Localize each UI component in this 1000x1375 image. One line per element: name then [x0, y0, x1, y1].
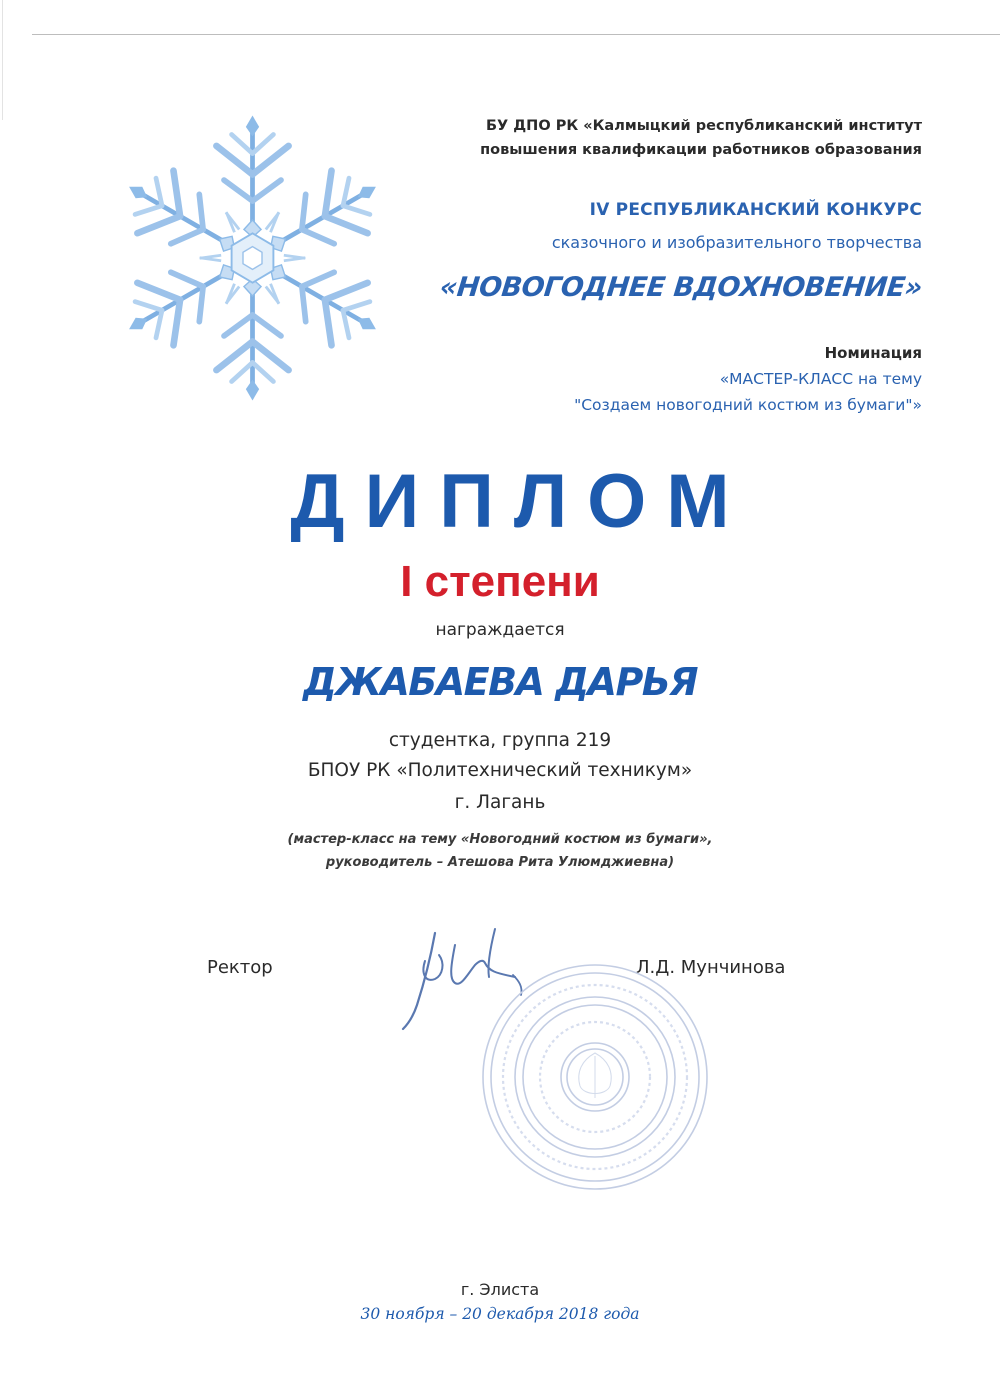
- diploma-title: ДИПЛОМ: [290, 459, 750, 544]
- page-edge-left: [2, 0, 3, 120]
- institution-line-1: БУ ДПО РК «Калмыцкий республиканский институт: [485, 118, 922, 134]
- winner-role: студентка, группа 219: [388, 730, 612, 751]
- winner-city: г. Лагань: [454, 792, 546, 813]
- signature-position: Ректор: [207, 957, 273, 978]
- official-stamp: [478, 960, 713, 1195]
- snowflake-icon: [110, 108, 395, 408]
- footer-city: г. Элиста: [460, 1280, 540, 1299]
- note-line-1: (мастер-класс на тему «Новогодний костюм из бумаги»,: [287, 832, 713, 847]
- footer-dates: 30 ноября – 20 декабря 2018 года: [360, 1305, 640, 1323]
- nomination-label: Номинация: [824, 344, 922, 362]
- diploma-degree: I степени: [400, 557, 600, 606]
- nomination-line-2: "Создаем новогодний костюм из бумаги"»: [574, 396, 922, 414]
- page-edge-line: [32, 34, 1000, 35]
- awarded-label: награждается: [435, 620, 565, 640]
- nomination-line-1: «МАСТЕР-КЛАСС на тему: [719, 370, 922, 388]
- contest-name: «НОВОГОДНЕЕ ВДОХНОВЕНИЕ»: [438, 272, 924, 303]
- contest-subtitle: сказочного и изобразительного творчества: [551, 233, 922, 252]
- institution-line-2: повышения квалификации работников образования: [480, 142, 922, 158]
- signature-name: Л.Д. Мунчинова: [636, 957, 786, 978]
- winner-name: ДЖАБАЕВА ДАРЬЯ: [302, 660, 698, 704]
- note-line-2: руководитель – Атешова Рита Улюмджиевна): [325, 855, 675, 870]
- contest-title: IV РЕСПУБЛИКАНСКИЙ КОНКУРС: [589, 200, 922, 220]
- winner-school: БПОУ РК «Политехнический техникум»: [307, 760, 693, 781]
